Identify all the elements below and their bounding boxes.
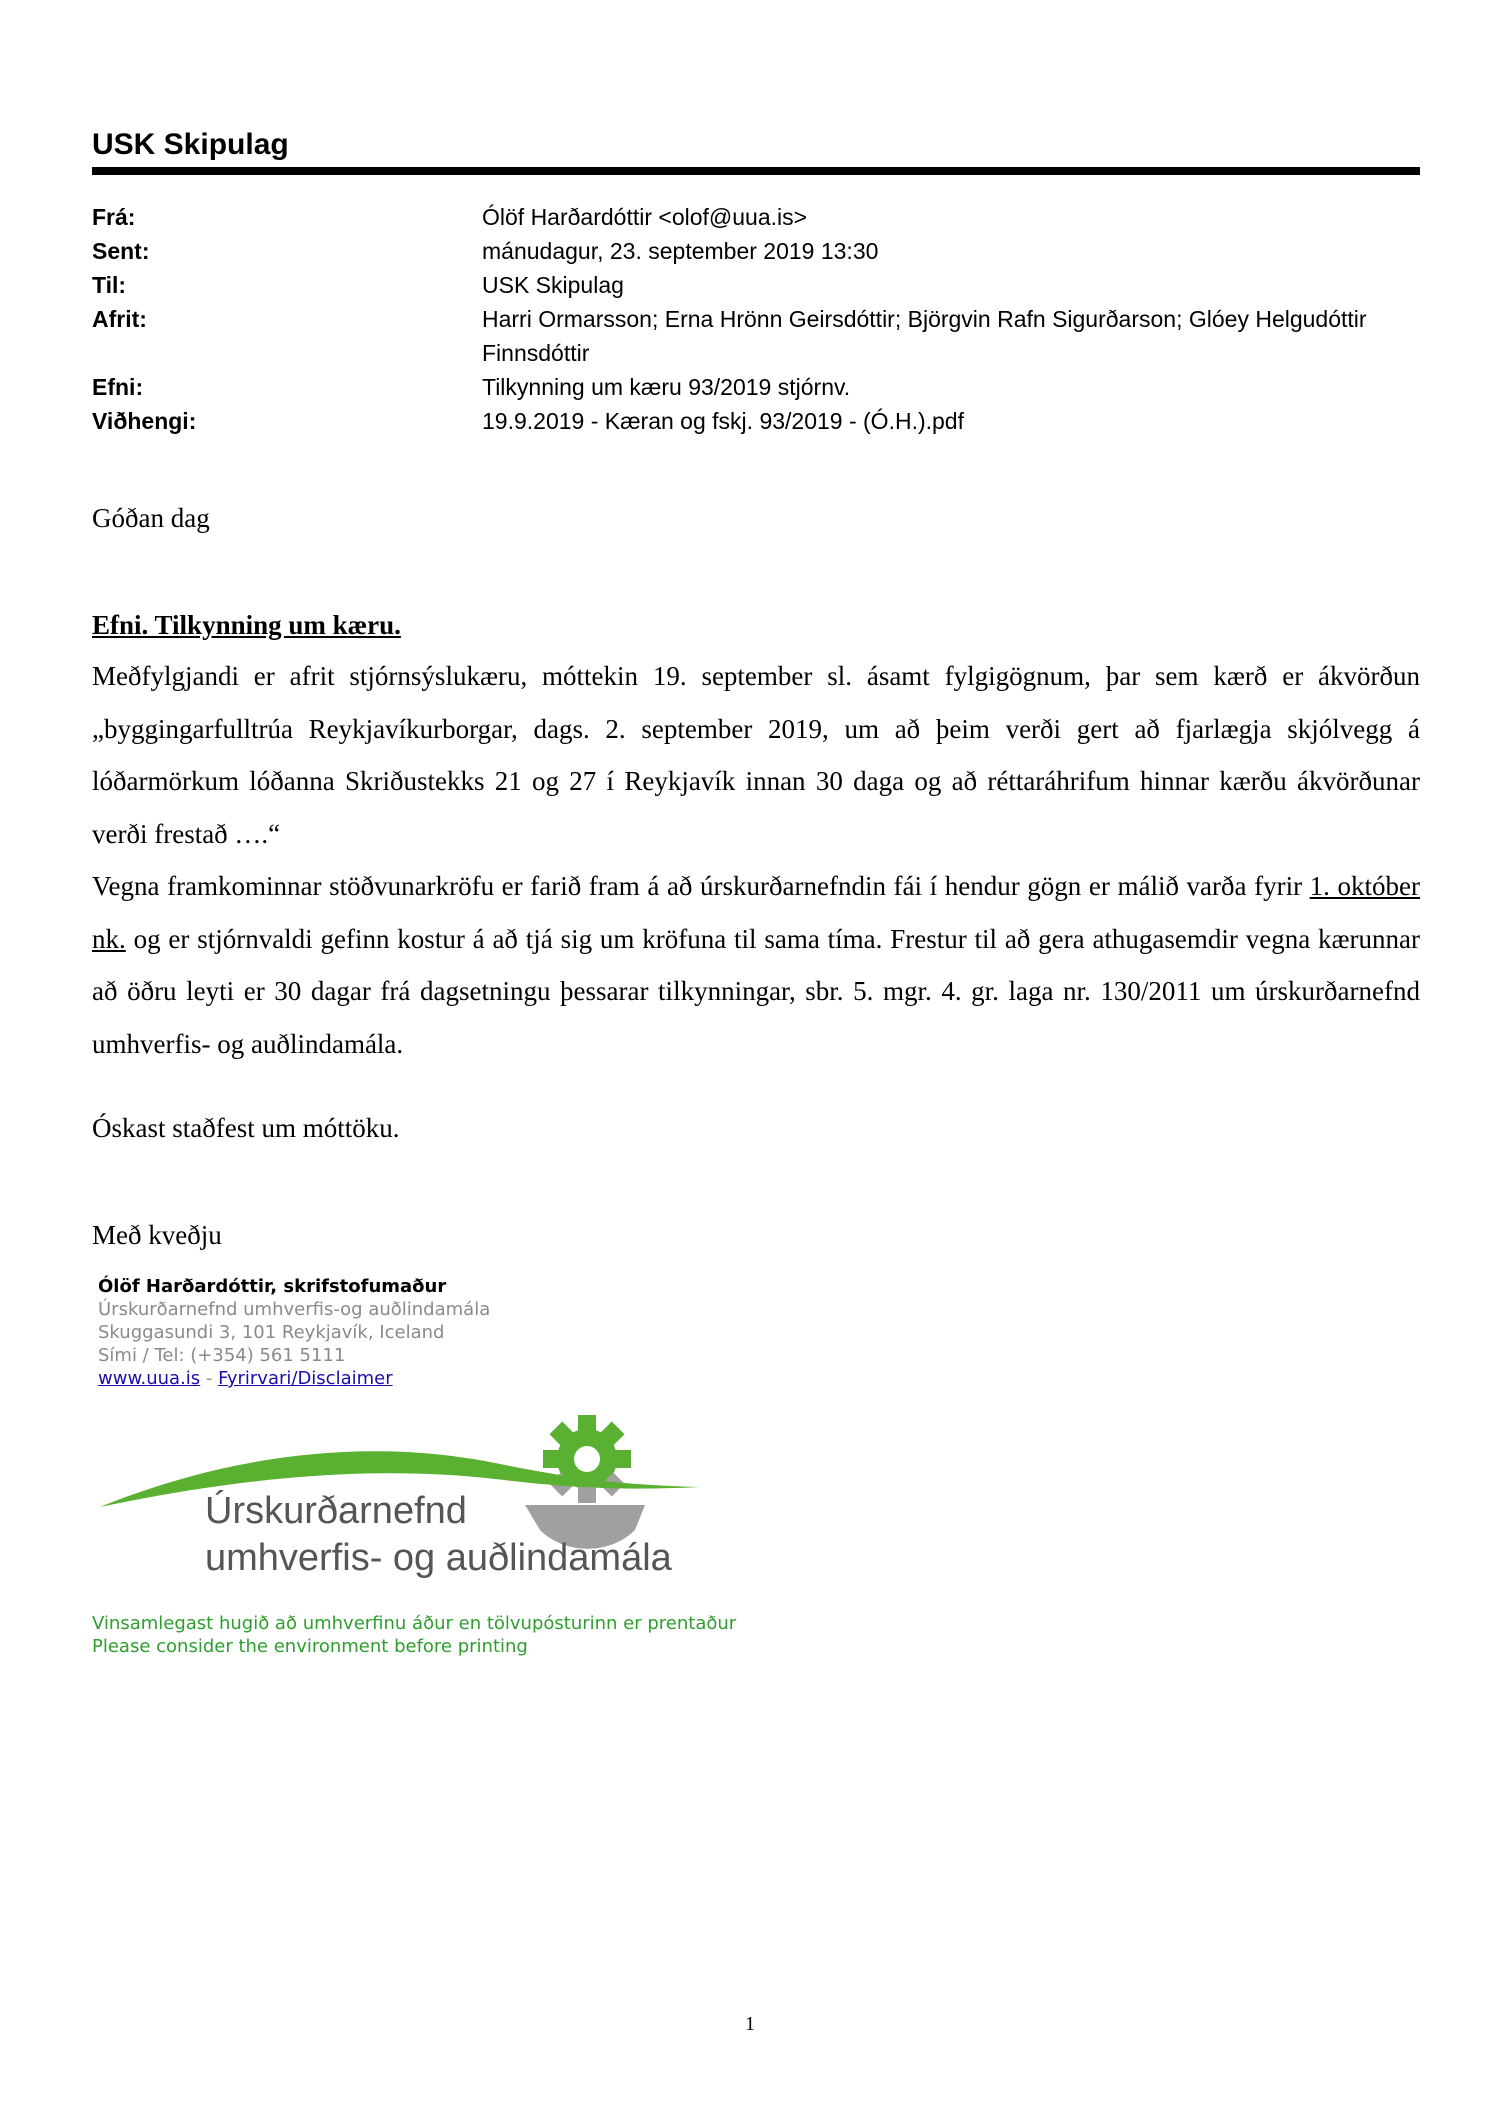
- logo-text-line1: Úrskurðarnefnd: [205, 1490, 467, 1532]
- header-to-label: Til:: [92, 272, 127, 298]
- signature-name: Ólöf Harðardóttir, skrifstofumaður: [98, 1276, 447, 1297]
- signature-phone: Sími / Tel: (+354) 561 5111: [98, 1345, 346, 1366]
- signature-links: [98, 1367, 798, 1390]
- header-to-value: USK Skipulag: [482, 272, 624, 298]
- environment-note: [92, 1612, 992, 1658]
- signature-org: Úrskurðarnefnd umhverfis-og auðlindamála: [98, 1299, 491, 1320]
- mailbox-title: USK Skipulag: [92, 128, 289, 161]
- header-from-label: Frá:: [92, 204, 136, 230]
- header-subject: [92, 370, 1422, 404]
- page-number: 1: [745, 2013, 755, 2035]
- header-from-value: Ólöf Harðardóttir <olof@uua.is>: [482, 204, 808, 230]
- greeting: Góðan dag: [92, 503, 210, 533]
- header-sent: [92, 234, 1422, 268]
- paragraph-deadline-end: og er stjórnvaldi gefinn kostur á að tjá sig um kröfuna til sama tíma. Frestur til að gera athugasemdir vegna kærunnar að öðru leyti er 30 dagar frá dagsetningu þessarar tilkynningar, sbr. 5. mgr. 4. gr. laga nr. 130/2011 um úrskurðarnefnd umhverfis- og auðlindamála.: [92, 923, 1420, 1059]
- header-from: [92, 200, 1422, 234]
- signature-address: Skuggasundi 3, 101 Reykjavík, Iceland: [98, 1322, 445, 1343]
- header-sent-value: mánudagur, 23. september 2019 13:30: [482, 238, 879, 264]
- closing: Með kveðju: [92, 1220, 222, 1250]
- header-attachment-value: 19.9.2019 - Kæran og fskj. 93/2019 - (Ó.H.).pdf: [482, 408, 964, 434]
- signature-block: [98, 1275, 798, 1390]
- website-link[interactable]: www.uua.is: [98, 1368, 201, 1389]
- letter-body: [92, 650, 1420, 1070]
- header-subject-label: Efni:: [92, 374, 144, 400]
- header-cc: [92, 302, 1422, 370]
- paragraph-deadline-start: Vegna framkominnar stöðvunarkröfu er farið fram á að úrskurðarnefndin fái í hendur gögn er málið varða fyrir: [92, 871, 1310, 901]
- header-cc-label: Afrit:: [92, 306, 147, 332]
- disclaimer-link[interactable]: Fyrirvari/Disclaimer: [218, 1368, 393, 1389]
- gear-icon: [543, 1415, 631, 1503]
- environment-note-is: Vinsamlegast hugið að umhverfinu áður en tölvupósturinn er prentaður: [92, 1613, 737, 1634]
- paragraph-notice: Meðfylgjandi er afrit stjórnsýslukæru, móttekin 19. september sl. ásamt fylgigögnum, þar sem kærð er ákvörðun „byggingarfulltrúa Reykjavíkurborgar, dags. 2. september 2019, um að þeim verði gert að fjarlægja skjólvegg á lóðarmörkum lóðanna Skriðustekks 21 og 27 í Reykjavík innan 30 daga og að réttaráhrifum hinnar kærðu ákvörðunar verði frestað ….“: [92, 661, 1420, 849]
- title-divider: [92, 167, 1420, 175]
- letter-subject: Efni. Tilkynning um kæru.: [92, 610, 401, 640]
- header-sent-label: Sent:: [92, 238, 150, 264]
- logo-text-line2: umhverfis- og auðlindamála: [205, 1537, 672, 1579]
- header-subject-value: Tilkynning um kæru 93/2019 stjórnv.: [482, 374, 851, 400]
- deadline-date: 1. október nk.: [92, 871, 1420, 954]
- paragraph-deadline: [92, 860, 1420, 1070]
- email-headers: [92, 200, 1422, 438]
- organization-logo: [95, 1405, 705, 1595]
- environment-note-en: Please consider the environment before printing: [92, 1636, 528, 1657]
- header-attachment-label: Viðhengi:: [92, 408, 197, 434]
- header-cc-value: Harri Ormarsson; Erna Hrönn Geirsdóttir; Björgvin Rafn Sigurðarson; Glóey Helgudóttir Finnsdóttir: [482, 306, 1367, 366]
- link-separator: -: [200, 1368, 219, 1389]
- header-attachment: [92, 404, 1422, 438]
- receipt-request: Óskast staðfest um móttöku.: [92, 1113, 400, 1143]
- header-to: [92, 268, 1422, 302]
